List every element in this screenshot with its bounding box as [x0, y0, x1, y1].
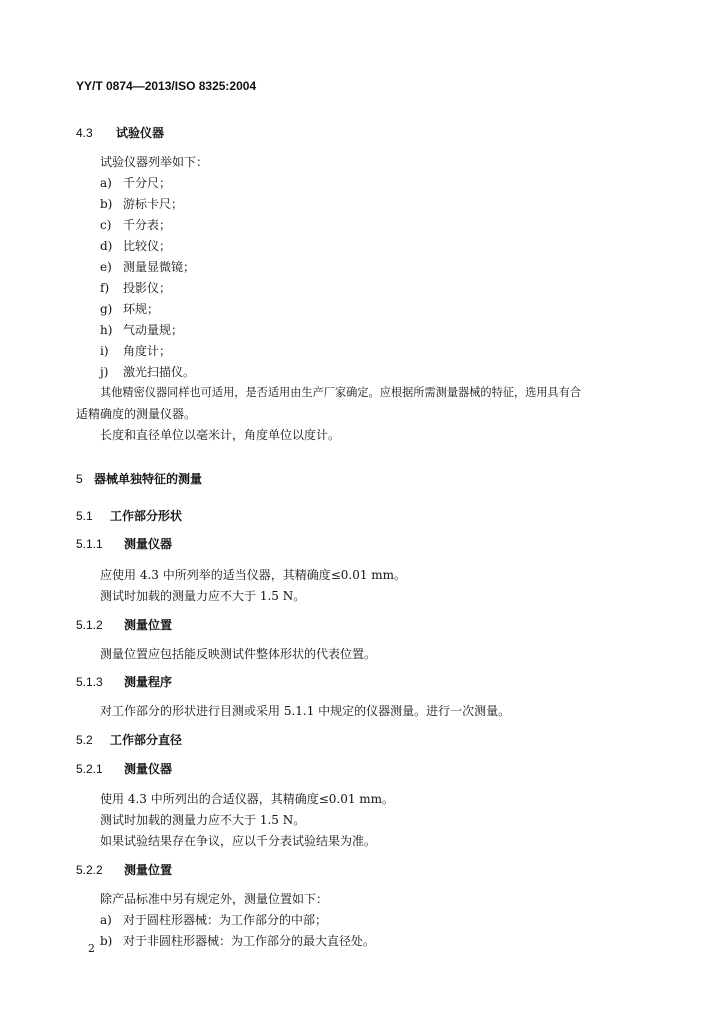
paragraph-line: 对工作部分的形状进行目测或采用 5.1.1 中规定的仪器测量。进行一次测量。 — [100, 704, 511, 718]
section-heading-5-1-2 — [76, 616, 172, 633]
list-item: d) 比较仪； — [100, 239, 172, 253]
section-title: 试验仪器 — [116, 126, 165, 140]
list-item: b) 对于非圆柱形器械：为工作部分的最大直径处。 — [100, 934, 376, 948]
list-intro: 试验仪器列举如下： — [100, 155, 209, 169]
section-number: 5.2.2 — [76, 863, 103, 877]
section-number: 5 — [76, 472, 83, 486]
paragraph-line: 测试时加载的测量力应不大于 1.5 N。 — [100, 589, 306, 603]
list-item: a) 对于圆柱形器械：为工作部分的中部； — [100, 913, 328, 927]
section-number: 5.1.3 — [76, 675, 103, 689]
standard-header: YY/T 0874—2013/ISO 8325:2004 — [76, 79, 257, 93]
paragraph-line: 如果试验结果存在争议，应以千分表试验结果为准。 — [100, 834, 377, 848]
paragraph-line: 其他精密仪器同样也可适用，是否适用由生产厂家确定。应根据所需测量器械的特征，选用具有合 — [100, 386, 582, 399]
list-item: h) 气动量规； — [100, 323, 184, 337]
section-heading-5-1 — [76, 507, 182, 524]
page-number: 2 — [88, 942, 95, 955]
section-title: 测量程序 — [124, 675, 173, 689]
list-item: a) 千分尺； — [100, 176, 172, 190]
section-number: 4.3 — [76, 126, 93, 140]
section-number: 5.1 — [76, 509, 93, 523]
section-heading-5 — [76, 470, 202, 487]
list-intro: 除产品标准中另有规定外，测量位置如下： — [100, 892, 329, 906]
list-item: i) 角度计； — [100, 344, 172, 358]
section-title: 测量位置 — [124, 863, 173, 877]
section-title: 工作部分形状 — [110, 509, 183, 523]
list-item: c) 千分表； — [100, 218, 172, 232]
paragraph-line: 测量位置应包括能反映测试件整体形状的代表位置。 — [100, 647, 377, 661]
section-number: 5.2.1 — [76, 762, 103, 776]
section-heading-5-2-2 — [76, 861, 172, 878]
list-item: g) 环规； — [100, 302, 160, 316]
list-item: e) 测量显微镜； — [100, 260, 196, 274]
paragraph: 长度和直径单位以毫米计，角度单位以度计。 — [100, 428, 341, 442]
paragraph-line: 适精确度的测量仪器。 — [76, 407, 197, 421]
paragraph-line: 测试时加载的测量力应不大于 1.5 N。 — [100, 813, 306, 827]
section-number: 5.2 — [76, 733, 93, 747]
paragraph-line: 使用 4.3 中所列出的合适仪器，其精确度≤0.01 mm。 — [100, 792, 395, 806]
paragraph-line: 应使用 4.3 中所列举的适当仪器，其精确度≤0.01 mm。 — [100, 568, 407, 582]
section-title: 器械单独特征的测量 — [94, 472, 203, 486]
section-heading-5-2-1 — [76, 760, 172, 777]
section-title: 测量仪器 — [124, 762, 173, 776]
section-title: 测量仪器 — [124, 537, 173, 551]
section-number: 5.1.2 — [76, 618, 103, 632]
section-heading-5-1-3 — [76, 673, 172, 690]
list-item: f) 投影仪； — [100, 281, 172, 295]
list-item: j) 激光扫描仪。 — [100, 365, 196, 379]
section-heading-4-3 — [76, 124, 164, 141]
section-heading-5-1-1 — [76, 535, 172, 552]
list-item: b) 游标卡尺； — [100, 197, 184, 211]
section-heading-5-2 — [76, 731, 182, 748]
section-title: 工作部分直径 — [110, 733, 183, 747]
section-number: 5.1.1 — [76, 537, 103, 551]
section-title: 测量位置 — [124, 618, 173, 632]
